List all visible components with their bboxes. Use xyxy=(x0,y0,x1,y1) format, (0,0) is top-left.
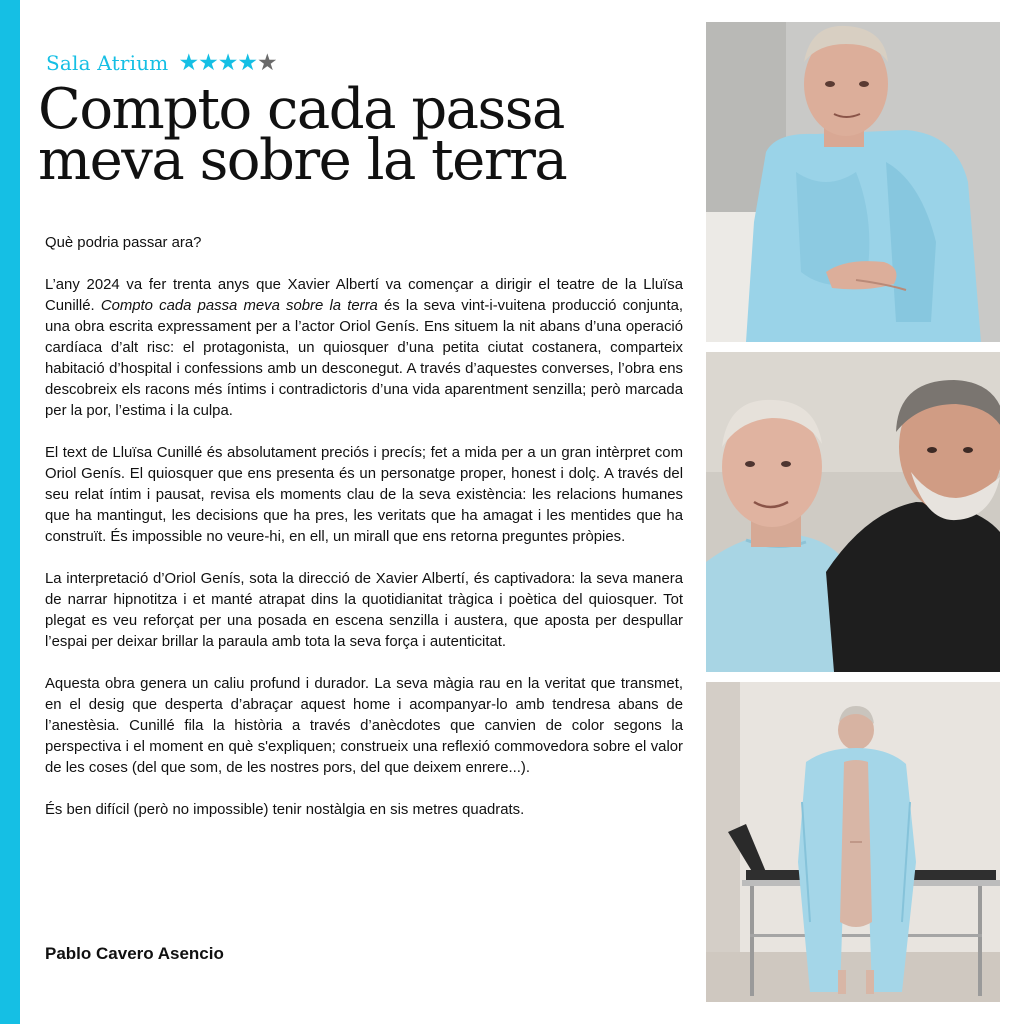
paragraph-2-intro: L’any 2024 va fer trenta anys que Xavier Albertí va començar a dirigir el teatre de la Lluïsa Cunillé. xyxy=(45,277,683,314)
article-paragraph-6: És ben difícil (però no impossible) tenir nostàlgia en sis metres quadrats. xyxy=(45,802,525,818)
venue-rating-line xyxy=(46,50,277,76)
title-line-2: meva sobre la terra xyxy=(38,128,567,193)
paragraph-2-rest: és la seva vint-i-vuitena producció conjunta, una obra escrita expressament per a l’actor Oriol Genís. Ens situem la nit abans d’una operació cardíaca d’alt risc: el protagonista, un quiosquer d’una petita ciutat costanera, comparteix habitació d’hospital i confessions amb un desconegut. A través d’aquestes converses, l’obra ens descobreix els racons més íntims i contradictoris d’una vida aparentment senzilla; però marcada per la por, l’estima i la culpa. xyxy=(45,298,684,419)
star-filled-icon: ★ xyxy=(237,49,258,76)
star-filled-icon: ★ xyxy=(217,49,239,76)
seated-patient-illustration xyxy=(706,22,1000,342)
page-title xyxy=(38,77,678,193)
play-title-italic: Compto cada passa meva sobre la terra xyxy=(100,298,378,314)
title-line-1: Compto cada passa xyxy=(38,77,564,142)
star-empty-icon: ★ xyxy=(256,49,278,76)
article-paragraph-1: Què podria passar ara? xyxy=(45,235,202,251)
two-men-illustration xyxy=(706,352,1000,672)
photo-patient-back xyxy=(706,682,1000,1002)
star-filled-icon: ★ xyxy=(178,49,200,76)
photo-two-men xyxy=(706,352,1000,672)
accent-side-bar xyxy=(0,0,20,1024)
article-paragraph-2 xyxy=(45,275,683,422)
article-paragraph-4: La interpretació d’Oriol Genís, sota la direcció de Xavier Albertí, és captivadora: la seva manera de narrar hipnotitza i et manté atrapat dins la quotidianitat tràgica i poètica del quiosquer. Tot plegat es veu reforçat per una posada en escena senzilla i austera, que aposta per despullar l’espai per deixar brillar la paraula amb tota la seva força i autenticitat. xyxy=(45,571,683,650)
patient-back-illustration xyxy=(706,682,1000,1002)
article-paragraph-5: Aquesta obra genera un caliu profund i durador. La seva màgia rau en la veritat que transmet, en el desig que desperta d’abraçar aquest home i acompanyar-lo amb tendresa abans de l’anestèsia. Cunillé fila la història a través d’anècdotes que canvien de color segons la perspectiva i el moment en què s'expliquen; construeix una reflexió commovedora sobre el valor de les coses (del que som, de les nostres pors, del que deixem enrere...). xyxy=(45,676,683,776)
article-body xyxy=(45,233,683,842)
star-rating xyxy=(178,49,278,76)
author-name: Pablo Cavero Asencio xyxy=(45,944,224,963)
venue-name: Sala Atrium xyxy=(46,51,169,75)
article-paragraph-3: El text de Lluïsa Cunillé és absolutament preciós i precís; fet a mida per a un gran intèrpret com Oriol Genís. El quiosquer que ens presenta és un personatge proper, honest i dolç. A través del seu relat íntim i pausat, revisa els moments clau de la seva existència: les relacions humanes que ha mantingut, les decisions que ha pres, les veritats que ha amagat i les mentides que ha construït. És impossible no veure-hi, en ell, un mirall que ens retorna preguntes pròpies. xyxy=(45,445,683,545)
photo-seated-patient xyxy=(706,22,1000,342)
star-filled-icon: ★ xyxy=(198,49,219,76)
